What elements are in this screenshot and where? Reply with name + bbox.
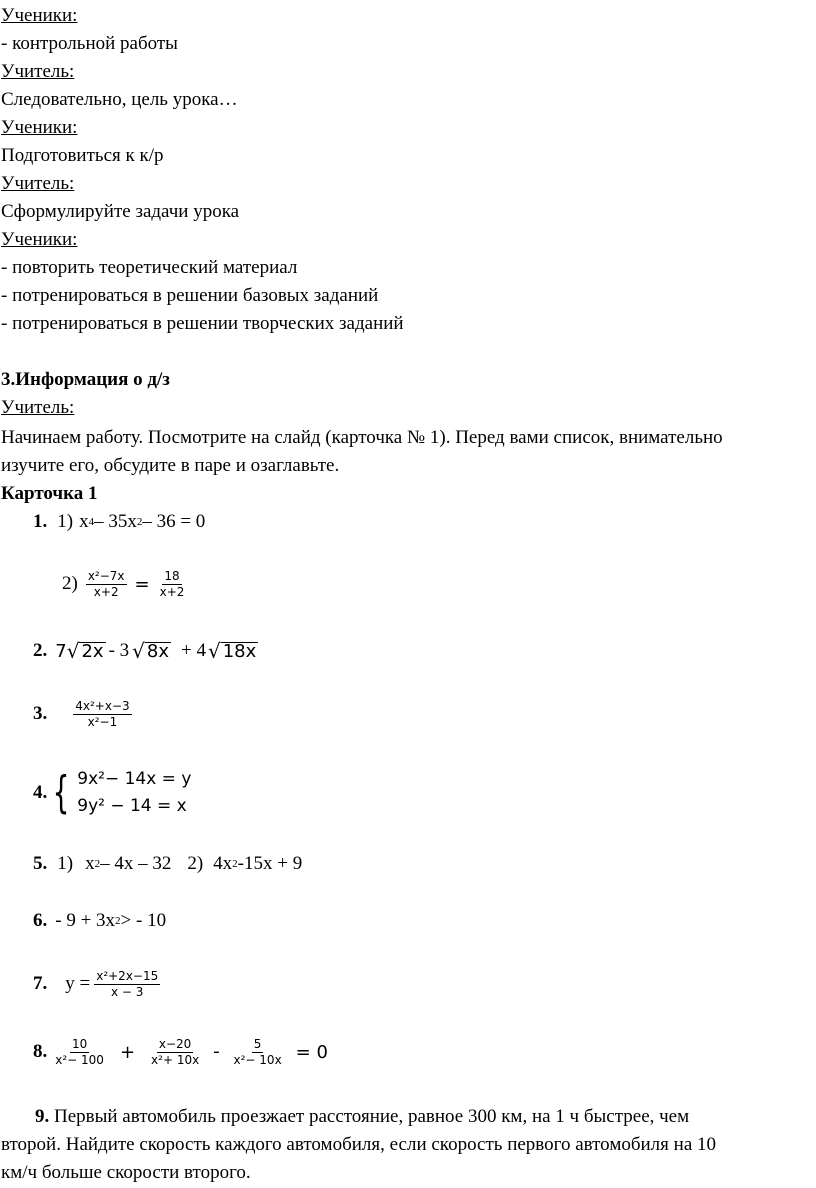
operator: - 3 bbox=[108, 640, 130, 661]
paragraph-line: изучите его, обсудите в паре и озаглавьте. bbox=[1, 455, 340, 476]
equals-sign: = bbox=[134, 573, 150, 595]
dialogue-line: Следовательно, цель урока… bbox=[1, 89, 238, 110]
task-number: 3. bbox=[33, 703, 48, 724]
dialogue-line: Подготовиться к к/р bbox=[1, 145, 164, 166]
task-number: 4. bbox=[33, 782, 48, 803]
task-1: 1. 1) x 4 – 35x 2 – 36 = 0 bbox=[33, 511, 206, 532]
task-number: 5. bbox=[33, 853, 48, 874]
numerator: x²−7x bbox=[87, 568, 125, 583]
task-1-part-2 bbox=[62, 562, 190, 606]
operator: + 4 bbox=[181, 640, 206, 661]
task-number: 6. bbox=[33, 910, 48, 931]
speaker-students: Ученики: bbox=[1, 5, 78, 26]
paragraph-line: Начинаем работу. Посмотрите на слайд (карточка № 1). Перед вами список, внимательно bbox=[1, 427, 723, 448]
task-9-line: км/ч больше скорости второго. bbox=[1, 1162, 251, 1183]
fraction bbox=[232, 1037, 284, 1068]
section-heading: 3.Информация о д/з bbox=[1, 369, 170, 390]
equation-system bbox=[77, 766, 191, 820]
dialogue-line: - контрольной работы bbox=[1, 33, 178, 54]
fraction bbox=[86, 569, 127, 600]
numerator: 5 bbox=[253, 1036, 262, 1051]
dialogue-line: Сформулируйте задачи урока bbox=[1, 201, 240, 222]
radicand: 8x bbox=[146, 641, 169, 662]
denominator: x+2 bbox=[93, 584, 119, 599]
square-root bbox=[67, 641, 106, 661]
math-text: x bbox=[79, 511, 89, 532]
task-3 bbox=[33, 694, 136, 734]
fraction bbox=[149, 1037, 201, 1068]
denominator: x²− 100 bbox=[55, 1052, 104, 1067]
numerator: x−20 bbox=[158, 1036, 192, 1051]
operator: - bbox=[213, 1041, 220, 1062]
speaker-teacher: Учитель: bbox=[1, 397, 75, 418]
denominator: x²+ 10x bbox=[151, 1052, 200, 1067]
numerator: 18 bbox=[164, 568, 180, 583]
numerator: 4x²+x−3 bbox=[75, 698, 130, 713]
sub-label: 1) bbox=[57, 853, 74, 874]
task-number: 2. bbox=[33, 640, 48, 661]
operator: + bbox=[119, 1041, 136, 1063]
coefficient: 7 bbox=[55, 640, 67, 662]
task-6: 6. - 9 + 3x 2 > - 10 bbox=[33, 910, 167, 931]
speaker-teacher: Учитель: bbox=[1, 173, 75, 194]
radical-sign-icon: √ bbox=[132, 639, 145, 663]
task-9-line: второй. Найдите скорость каждого автомобиля, если скорость первого автомобиля на 10 bbox=[1, 1134, 717, 1155]
fraction bbox=[73, 699, 131, 730]
dialogue-line: - потренироваться в решении базовых заданий bbox=[1, 285, 379, 306]
math-text: – 35x bbox=[94, 511, 137, 532]
system-brace-icon: { bbox=[52, 767, 70, 818]
speaker-students: Ученики: bbox=[1, 117, 78, 138]
sub-label: 1) bbox=[57, 511, 74, 532]
math-text: = 0 bbox=[295, 1041, 328, 1063]
math-text: – 4x – 32 bbox=[100, 853, 172, 874]
fraction bbox=[53, 1037, 106, 1068]
equation: 9x²− 14x = y bbox=[77, 769, 192, 789]
square-root bbox=[208, 641, 258, 661]
radicand: 18x bbox=[222, 641, 257, 662]
denominator: x − 3 bbox=[111, 984, 144, 999]
task-number: 1. bbox=[33, 511, 48, 532]
task-2 bbox=[33, 636, 258, 666]
speaker-students: Ученики: bbox=[1, 229, 78, 250]
math-text: – 36 = 0 bbox=[142, 511, 206, 532]
sub-label: 2) bbox=[187, 853, 204, 874]
math-text: -15x + 9 bbox=[237, 853, 303, 874]
task-4 bbox=[33, 764, 191, 822]
denominator: x²− 10x bbox=[233, 1052, 282, 1067]
task-7 bbox=[33, 962, 164, 1006]
task-number: 7. bbox=[33, 973, 48, 994]
task-5: 5. 1) x 2 – 4x – 32 2) 4x 2 -15x + 9 bbox=[33, 853, 303, 874]
denominator: x²−1 bbox=[87, 714, 118, 729]
fraction bbox=[158, 569, 187, 600]
numerator: 10 bbox=[71, 1036, 88, 1051]
fraction bbox=[94, 969, 160, 1000]
radical-sign-icon: √ bbox=[66, 639, 80, 663]
radicand: 2x bbox=[81, 641, 104, 662]
dialogue-line: - повторить теоретический материал bbox=[1, 257, 298, 278]
task-number: 8. bbox=[33, 1041, 48, 1062]
task-8 bbox=[33, 1030, 332, 1074]
sub-label: 2) bbox=[62, 573, 78, 594]
numerator: x²+2x−15 bbox=[96, 968, 159, 983]
dialogue-line: - потренироваться в решении творческих заданий bbox=[1, 313, 404, 334]
math-text: 4x bbox=[213, 853, 233, 874]
task-9-line bbox=[35, 1103, 689, 1131]
radical-sign-icon: √ bbox=[207, 639, 221, 663]
task-text: Первый автомобиль проезжает расстояние, равное 300 км, на 1 ч быстрее, чем bbox=[49, 1106, 690, 1127]
card-title: Карточка 1 bbox=[1, 483, 98, 504]
equation: 9y² − 14 = x bbox=[77, 796, 187, 816]
denominator: x+2 bbox=[159, 584, 185, 599]
square-root bbox=[132, 641, 171, 661]
math-text: > - 10 bbox=[120, 910, 167, 931]
math-text: - 9 + 3x bbox=[55, 910, 116, 931]
math-text: y = bbox=[65, 973, 91, 994]
task-number: 9. bbox=[35, 1106, 50, 1127]
speaker-teacher: Учитель: bbox=[1, 61, 75, 82]
math-text: x bbox=[85, 853, 95, 874]
